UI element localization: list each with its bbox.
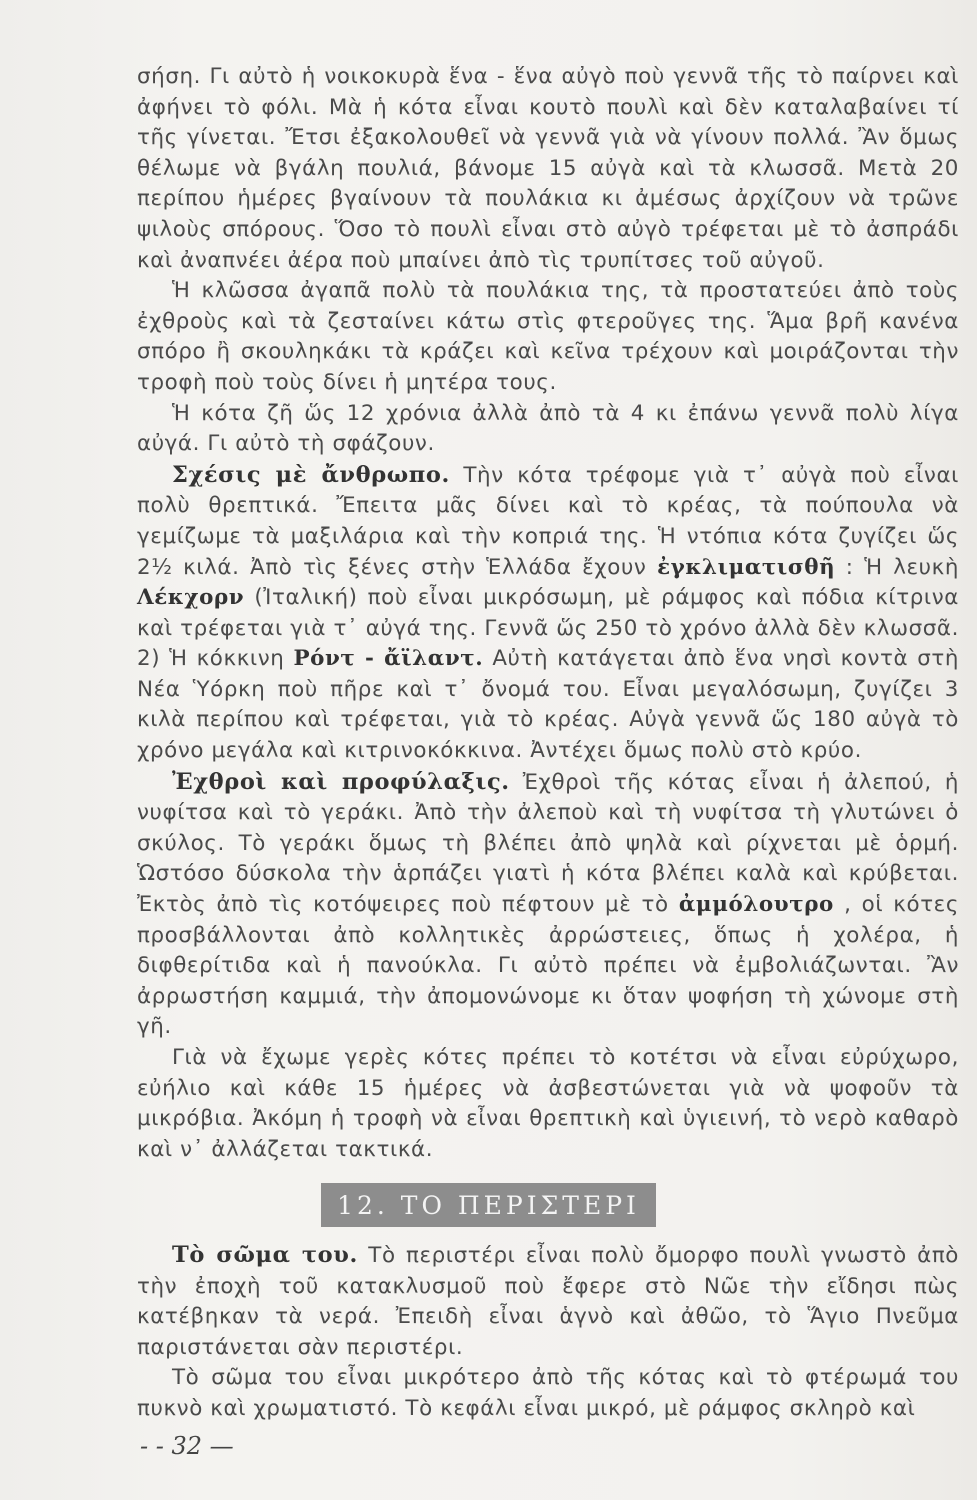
paragraph-text: Ἡ κλῶσσα ἀγαπᾶ πολὺ τὰ πουλάκια της, τὰ προστατεύει ἀπὸ τοὺς ἐχθροὺς καὶ τὰ ζεσταίνει κάτω στὶς φτεροῦγες της. Ἅμα βρῆ κανένα σπόρο ἢ σκουληκάκι τὰ κράζει καὶ κεῖνα τρέχουν καὶ μοιράζονται τὴν τροφὴ ποὺ τοὺς δίνει ἡ μητέρα τους. <box>137 278 959 395</box>
bold-term: ἀμμόλουτρο <box>678 892 834 918</box>
paragraph <box>137 399 959 460</box>
paragraph-text: : Ἡ λευκὴ <box>835 554 959 580</box>
chapter-heading: 12. ΤΟ ΠΕΡΙΣΤΕΡΙ <box>321 1183 656 1227</box>
chapter-heading-wrap <box>0 1183 977 1227</box>
section-heading: Ἐχθροὶ καὶ προφύλαξις. <box>172 768 510 795</box>
paragraph-text: Αὐτὴ κατάγεται ἀπὸ ἕνα νησὶ κοντὰ στὴ Νέα Ὑόρκη ποὺ πῆρε καὶ τ᾽ ὄνομά του. Εἶναι μεγαλόσωμη, ζυγίζει 3 κιλὰ περίπου καὶ τρέφεται, γιὰ τὸ κρέας. Αὐγὰ γεννᾶ ὥς 180 αὐγὰ τὸ χρόνο μεγάλα καὶ κιτρινοκόκκινα. Ἀντέχει ὅμως πολὺ στὸ κρύο. <box>137 646 959 764</box>
paragraph <box>137 276 959 398</box>
paragraph-text: Τὴν κότα τρέφομε γιὰ τ᾽ αὐγὰ ποὺ εἶναι πολὺ θρεπτικά. Ἔπειτα μᾶς δίνει καὶ τὸ κρέας, τὰ πούπουλα νὰ γεμίζωμε τὰ μαξιλάρια καὶ τὴν κοπριά της. Ἡ ντόπια κότα ζυγίζει ὥς 2½ κιλά. Ἀπὸ τὶς ξένες στὴν Ἑλλάδα ἔχουν <box>137 462 959 580</box>
body-text-bottom <box>137 1240 959 1425</box>
paragraph-text: σήση. Γι αὐτὸ ἡ νοικοκυρὰ ἕνα - ἕνα αὐγὸ ποὺ γεννᾶ τῆς τὸ παίρνει καὶ ἀφήνει τὸ φόλι. Μὰ ἡ κότα εἶναι κουτὸ πουλὶ καὶ δὲν καταλαβαίνει τί τῆς γίνεται. Ἔτσι ἐξακολουθεῖ νὰ γεννᾶ γιὰ νὰ γίνουν πολλά. Ἂν ὅμως θέλωμε νὰ βγάλη πουλιά, βάνομε 15 αὐγὰ καὶ τὰ κλωσσᾶ. Μετὰ 20 περίπου ἡμέρες βγαίνουν τὰ πουλάκια κι ἀμέσως ἀρχίζουν νὰ τρῶνε ψιλοὺς σπόρους. Ὅσο τὸ πουλὶ εἶναι στὸ αὐγὸ τρέφεται μὲ τὸ ἀσπράδι καὶ ἀναπνέει ἀέρα ποὺ μπαίνει ἀπὸ τὶς τρυπίτσες τοῦ αὐγοῦ. <box>137 64 959 273</box>
body-text-top <box>137 62 959 1165</box>
paragraph-text: , οἱ κότες προσβάλλονται ἀπὸ κολλητικὲς ἀρρώστειες, ὅπως ἡ χολέρα, ἡ διφθερίτιδα καὶ ἡ πανούκλα. Γι αὐτὸ πρέπει νὰ ἐμβολιάζωνται. Ἂν ἀρρωστήση καμμιά, τὴν ἀπομονώνομε κι ὅταν ψοφήση τὴ χώνομε στὴ γῆ. <box>137 892 959 1040</box>
paragraph <box>137 460 959 767</box>
paragraph-text: Τὸ σῶμα του εἶναι μικρότερο ἀπὸ τῆς κότας καὶ τὸ φτέρωμά του πυκνὸ καὶ χρωματιστό. Τὸ κεφάλι εἶναι μικρό, μὲ ράμφος σκληρὸ καὶ <box>137 1365 959 1421</box>
paragraph <box>137 767 959 1043</box>
section-heading: Τὸ σῶμα του. <box>172 1242 358 1268</box>
paragraph <box>137 1240 959 1363</box>
paragraph-text: Τὸ περιστέρι εἶναι πολὺ ὄμορφο πουλὶ γνωστὸ ἀπὸ τὴν ἐποχὴ τοῦ κατακλυσμοῦ ποὺ ἔφερε στὸ Νῶε τὴν εἴδησι πὼς κατέβηκαν τὰ νερά. Ἐπειδὴ εἶναι ἁγνὸ καὶ ἀθῶο, τὸ Ἅγιο Πνεῦμα παριστάνεται σὰν περιστέρι. <box>137 1243 959 1360</box>
paragraph <box>137 1363 959 1424</box>
section-heading: Σχέσις μὲ ἄνθρωπο. <box>172 461 450 488</box>
page-number: - - 32 — <box>140 1432 234 1460</box>
paragraph-text: Ἡ κότα ζῆ ὥς 12 χρόνια ἀλλὰ ἀπὸ τὰ 4 κι ἐπάνω γεννᾶ πολὺ λίγα αὐγά. Γι αὐτὸ τὴ σφάζουν. <box>137 400 959 457</box>
paragraph-text: Γιὰ νὰ ἔχωμε γερὲς κότες πρέπει τὸ κοτέτσι νὰ εἶναι εὐρύχωρο, εὐήλιο καὶ κάθε 15 ἡμέρες νὰ ἀσβεστώνεται γιὰ νὰ ψοφοῦν τὰ μικρόβια. Ἀκόμη ἡ τροφὴ νὰ εἶναι θρεπτικὴ καὶ ὑγιεινή, τὸ νερὸ καθαρὸ καὶ ν᾽ ἀλλάζεται τακτικά. <box>137 1045 959 1162</box>
bold-term: Ρόντ - ἄϊλαντ. <box>293 646 484 672</box>
paragraph <box>137 1043 959 1165</box>
bold-term: ἐγκλιματισθῆ <box>657 554 836 580</box>
paragraph <box>137 62 959 276</box>
paragraph-text: (Ἰταλική) ποὺ εἶναι μικρόσωμη, μὲ ράμφος καὶ πόδια κίτρινα καὶ τρέφεται γιὰ τ᾽ αὐγά της. Γεννᾶ ὥς 250 τὸ χρόνο ἀλλὰ δὲν κλωσσᾶ. 2) Ἡ κόκκινη <box>137 585 959 672</box>
bold-term: Λέκχορν <box>137 585 245 611</box>
paragraph-text: Ἐχθροὶ τῆς κότας εἶναι ἡ ἀλεπού, ἡ νυφίτσα καὶ τὸ γεράκι. Ἀπὸ τὴν ἀλεποὺ καὶ τὴ νυφίτσα τὴ γλυτώνει ὁ σκύλος. Τὸ γεράκι ὅμως τὴ βλέπει ἀπὸ ψηλὰ καὶ ρίχνεται μὲ ὁρμή. Ὡστόσο δύσκολα τὴν ἁρπάζει γιατὶ ἡ κότα βλέπει καλὰ καὶ κρύβεται. Ἐκτὸς ἀπὸ τὶς κοτόψειρες ποὺ πέφτουν μὲ τὸ <box>137 769 959 918</box>
